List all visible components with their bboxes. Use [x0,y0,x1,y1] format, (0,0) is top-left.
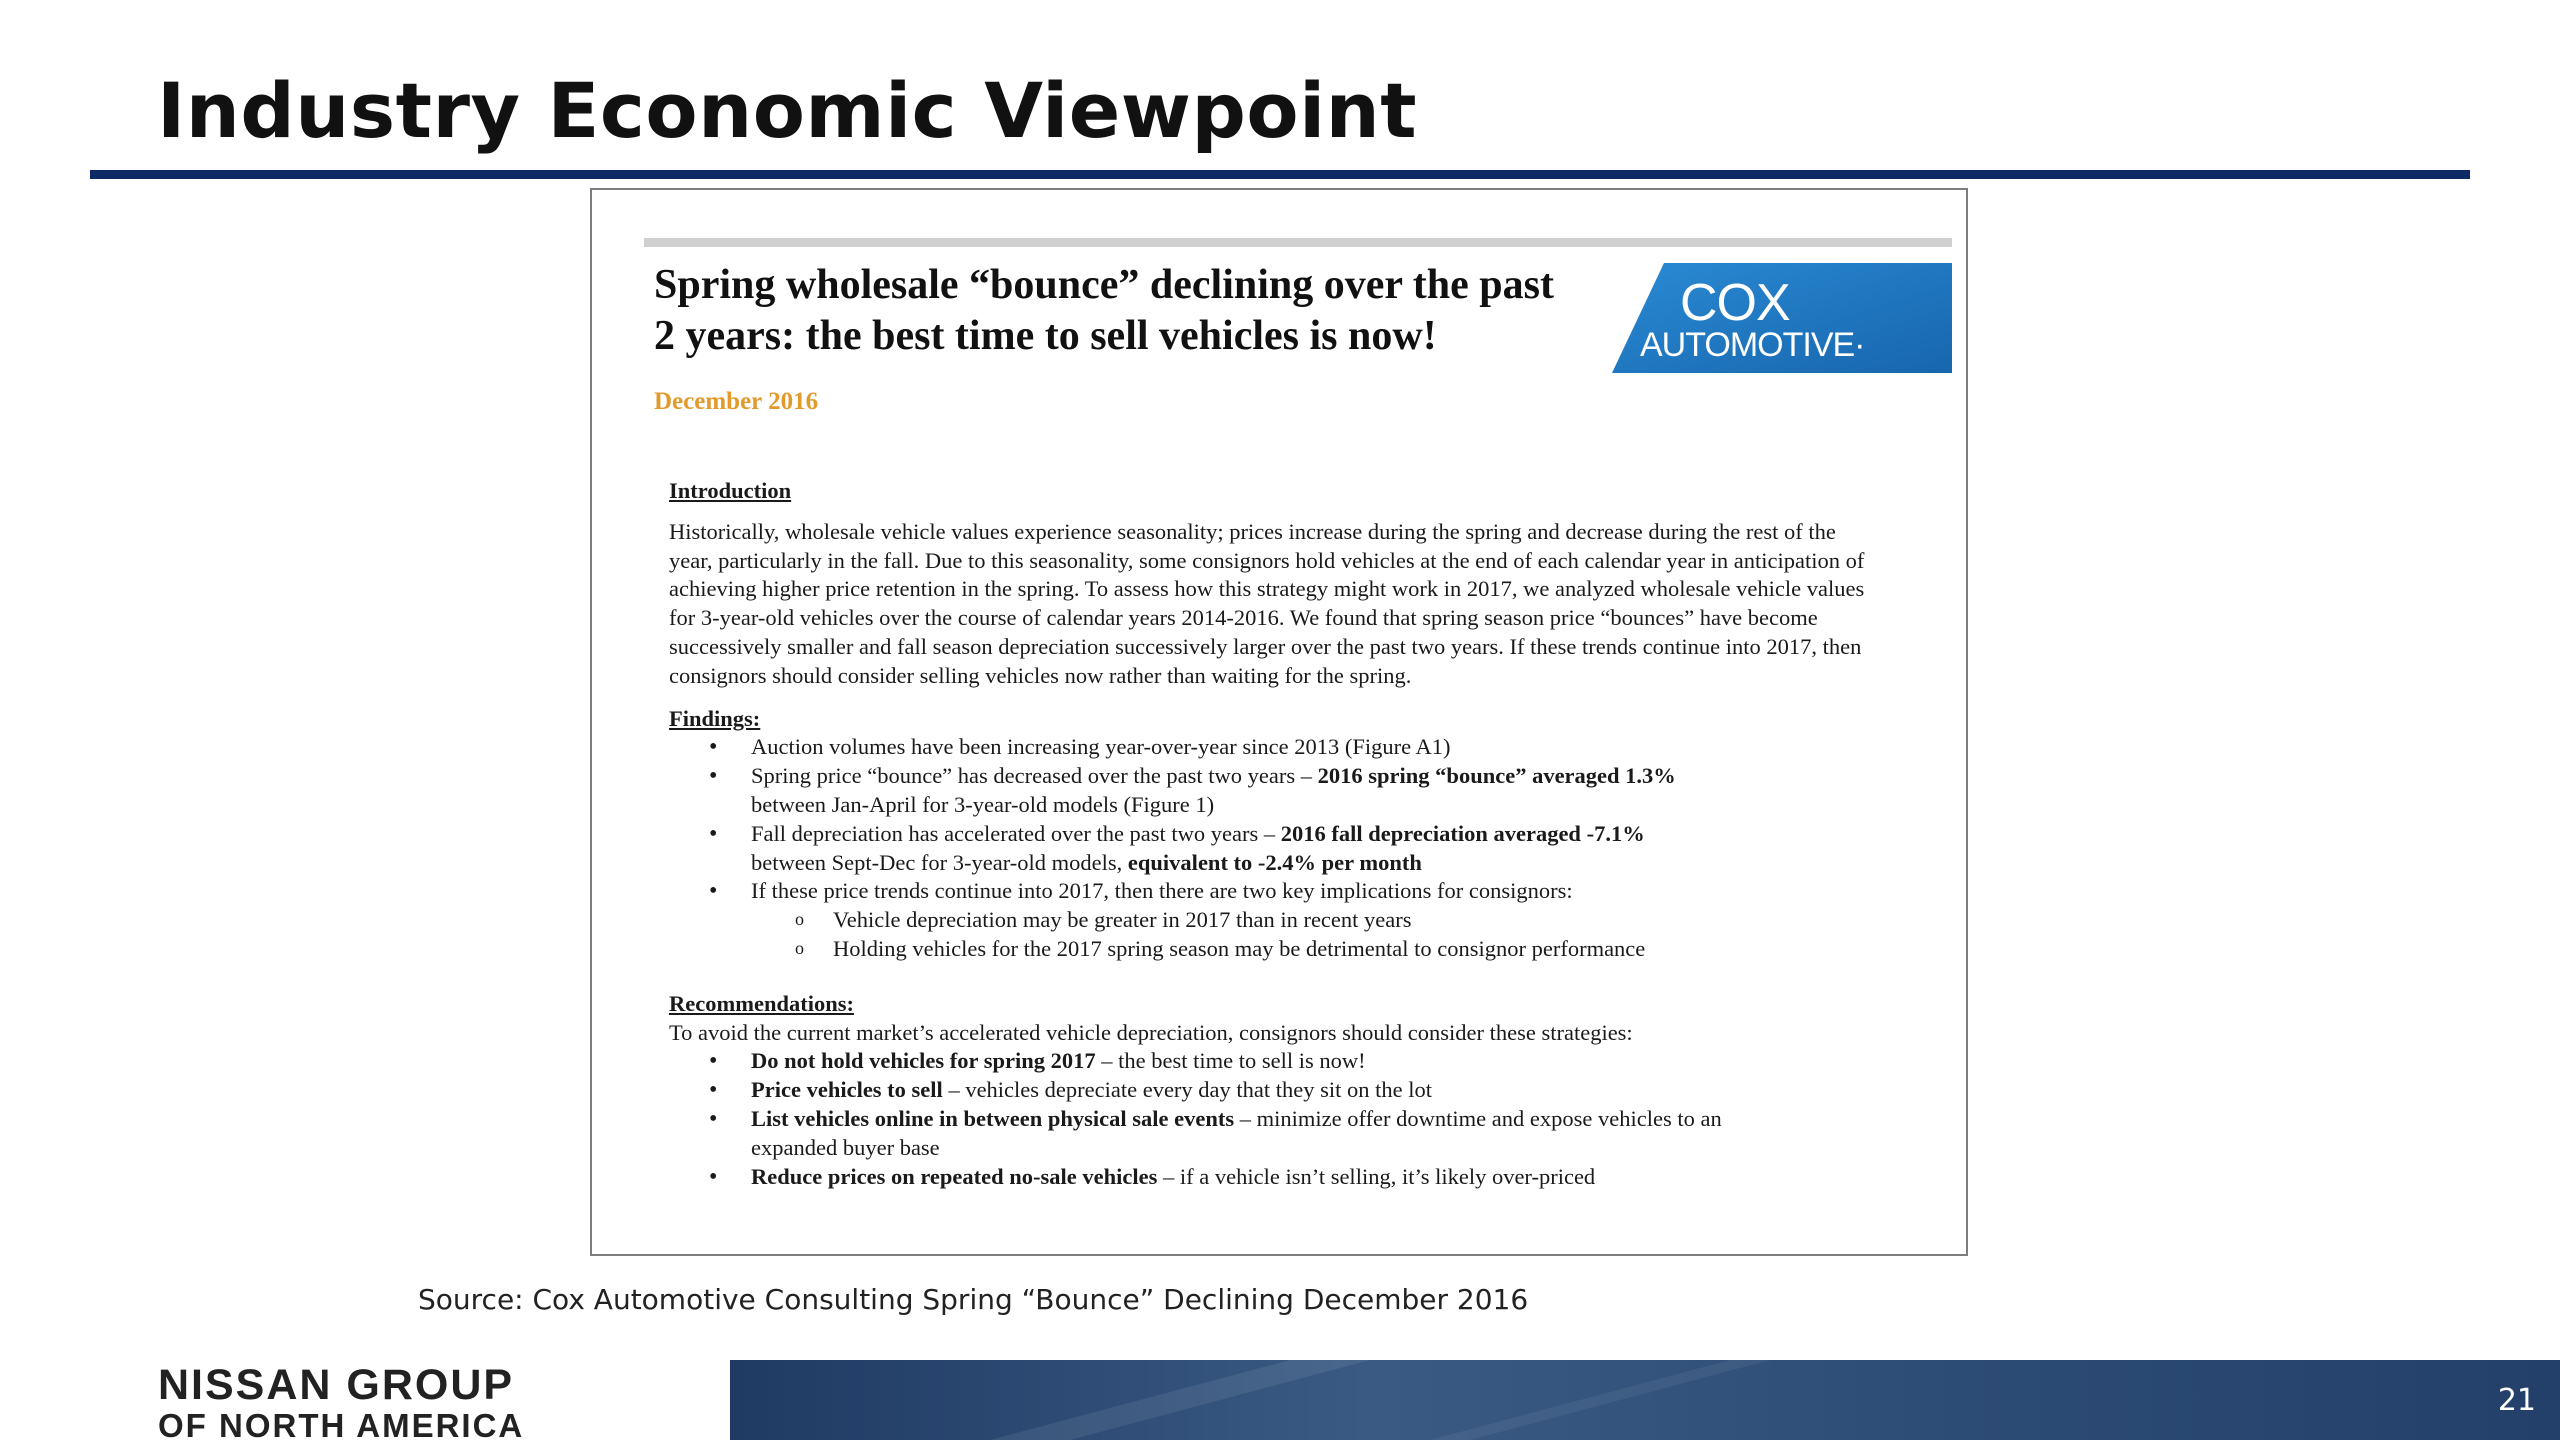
nissan-brand-logo [158,1362,524,1444]
footer-bar [730,1360,2560,1440]
recommendations-heading: Recommendations: [669,990,854,1016]
headline-line-2: 2 years: the best time to sell vehicles is now! [654,313,1437,359]
document-image [590,188,1968,1256]
recommendation-item: • Reduce prices on repeated no-sale vehicles – if a vehicle isn’t selling, it’s likely over-priced [751,1163,1869,1192]
slide-title: Industry Economic Viewpoint [157,66,1418,155]
implications-list [751,906,1869,964]
finding-item: • Spring price “bounce” has decreased over the past two years – 2016 spring “bounce” averaged 1.3% between Jan-April for 3-year-old models (Figure 1) [751,762,1869,820]
logo-automotive-text: AUTOMOTIVE· [1640,326,1865,364]
findings-list [669,733,1869,963]
introduction-text: Historically, wholesale vehicle values experience seasonality; prices increase during the spring and decrease during the rest of the year, particularly in the fall. Due to this seasonality, some consignors hold vehicles at the end of each calendar year in anticipation of achieving higher price retention in the spring. To assess how this strategy might work in 2017, we analyzed wholesale vehicle values for 3-year-old vehicles over the course of calendar years 2014-2016. We found that spring season price “bounces” have become successively smaller and fall season depreciation successively larger over the past two years. If these trends continue into 2017, then consignors should consider selling vehicles now rather than waiting for the spring. [669,518,1865,688]
document-top-rule [644,238,1952,247]
page-number: 21 [2497,1383,2536,1418]
recommendation-item: • List vehicles online in between physical sale events – minimize offer downtime and expose vehicles to an expanded buyer base [751,1105,1801,1163]
introduction-heading: Introduction [669,478,792,503]
title-underline [90,170,2470,179]
source-note: Source: Cox Automotive Consulting Spring “Bounce” Declining December 2016 [418,1283,1529,1316]
logo-cox-text: COX [1680,274,1790,332]
headline-line-1: Spring wholesale “bounce” declining over the past [654,262,1554,308]
document-date: December 2016 [654,388,819,415]
recommendations-intro: To avoid the current market’s accelerated vehicle depreciation, consignors should consider these strategies: [669,1019,1633,1045]
finding-item: • Auction volumes have been increasing year-over-year since 2013 (Figure A1) [751,733,1869,762]
document-body [669,477,1869,1191]
brand-line-1: NISSAN GROUP [158,1361,515,1409]
recommendation-item: • Price vehicles to sell – vehicles depreciate every day that they sit on the lot [751,1076,1869,1105]
brand-line-2: OF NORTH AMERICA [158,1407,525,1444]
recommendations-list [669,1047,1869,1191]
implication-item: o Holding vehicles for the 2017 spring season may be detrimental to consignor performance [833,935,1869,964]
findings-heading: Findings: [669,705,761,731]
document-headline [654,260,1654,362]
cox-automotive-logo [1612,263,1952,373]
finding-item: • Fall depreciation has accelerated over the past two years – 2016 fall depreciation averaged -7.1% between Sept-Dec for 3-year-old models, equivalent to -2.4% per month [751,820,1869,878]
finding-item: • If these price trends continue into 2017, then there are two key implications for consignors: o Vehicle depreciation may be greater in 2017 than in recent years o Holding vehicles for the 2017 spring season may be detrimental to consignor performance [751,877,1869,963]
recommendation-item: • Do not hold vehicles for spring 2017 – the best time to sell is now! [751,1047,1869,1076]
implication-item: o Vehicle depreciation may be greater in 2017 than in recent years [833,906,1869,935]
